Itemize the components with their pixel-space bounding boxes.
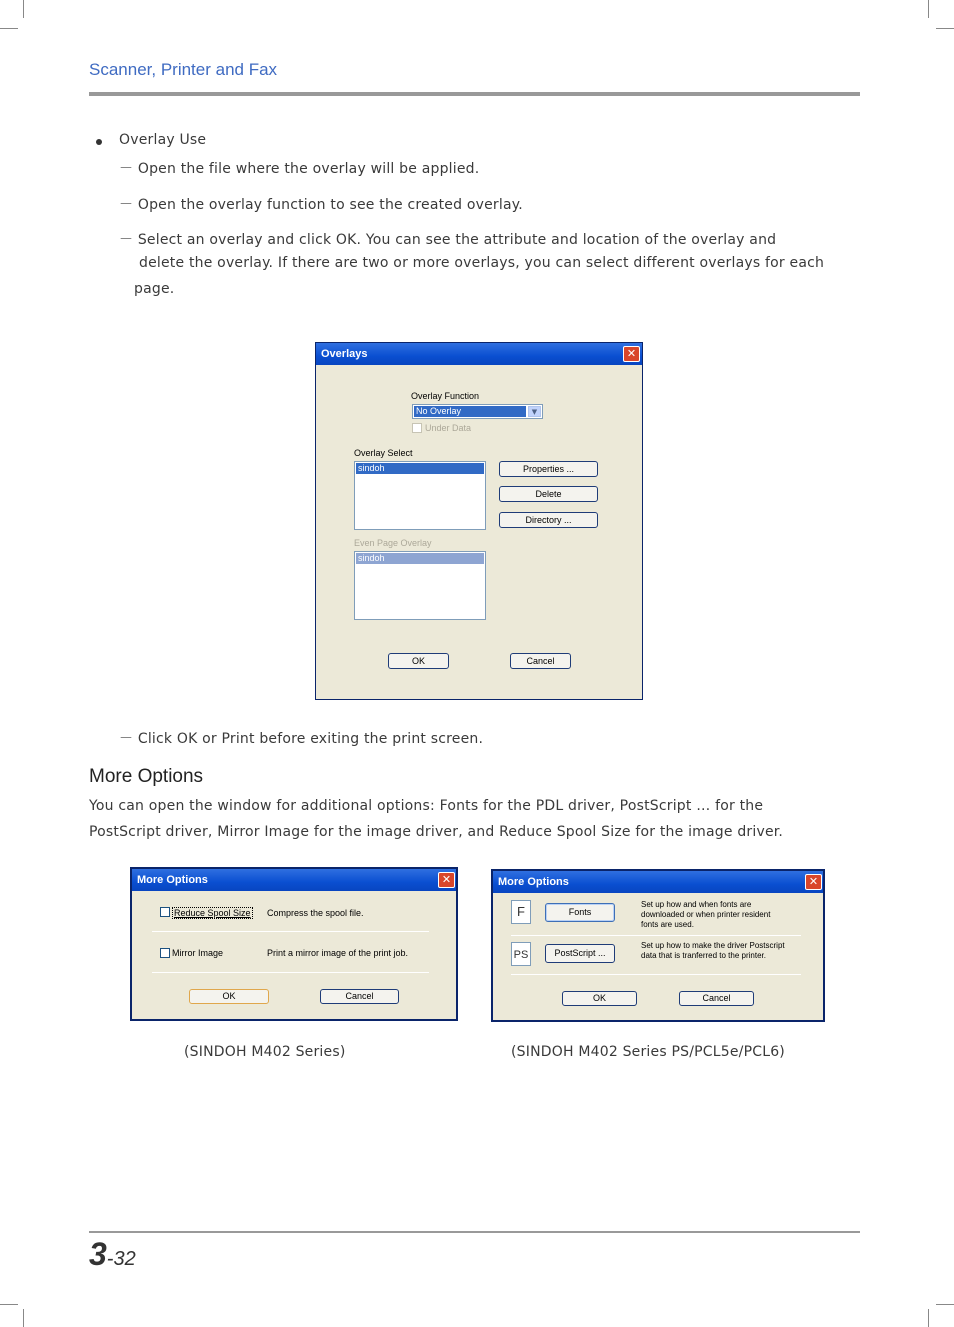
even-page-overlay-label: Even Page Overlay [354,538,432,548]
cancel-button[interactable]: Cancel [679,991,754,1006]
overlay-function-select[interactable] [412,404,543,419]
step-select-overlay: － Select an overlay and click OK. You can see the attribute and location of the overlay and [119,232,777,248]
step-click-ok: － Click OK or Print before exiting the print screen. [119,731,484,747]
under-data-label: Under Data [425,423,472,433]
close-icon[interactable]: ✕ [805,874,822,890]
footer-rule [89,1231,860,1233]
overlays-dialog-title: Overlays [316,343,642,365]
fonts-description-line1: Set up how and when fonts are [641,900,752,909]
page-chapter: 3 [89,1236,107,1272]
ok-button[interactable]: OK [562,991,637,1006]
more-options-dialog-ps [491,869,825,1022]
more-options-dialog-image [130,867,458,1021]
more-options-dialog-title: More Options [132,869,456,891]
mirror-image-label[interactable]: Mirror Image [172,948,224,958]
bullet-overlay-use: Overlay Use [119,132,207,148]
step-open-file: － Open the file where the overlay will be applied. [119,161,480,177]
list-item[interactable]: sindoh [356,553,484,564]
postscript-button[interactable]: PostScript ... [545,944,615,963]
postscript-icon: PS [511,942,531,966]
list-item[interactable]: sindoh [356,463,484,474]
close-icon[interactable]: ✕ [438,872,455,888]
overlay-function-label: Overlay Function [411,391,480,401]
header-rule [89,92,860,96]
crop-mark [936,1304,954,1305]
mirror-image-description: Print a mirror image of the print job. [267,948,409,958]
cancel-button[interactable]: Cancel [510,653,571,669]
reduce-spool-size-checkbox[interactable] [160,907,170,917]
caption-dialog-2: (SINDOH M402 Series PS/PCL5e/PCL6) [511,1044,785,1060]
caption-dialog-1: (SINDOH M402 Series) [184,1044,346,1060]
bullet-dot [96,139,102,145]
more-options-paragraph-line1: You can open the window for additional options: Fonts for the PDL driver, PostScript … for the [89,798,764,814]
delete-button[interactable]: Delete [499,486,598,502]
section-heading-more-options: More Options [89,766,204,787]
postscript-description-line2: data that is tranferred to the printer. [641,951,766,960]
fonts-description-line2: downloaded or when printer resident [641,910,771,919]
properties-button[interactable]: Properties ... [499,461,598,477]
mirror-image-checkbox[interactable] [160,948,170,958]
overlay-function-value: No Overlay [414,406,526,417]
ok-button[interactable]: OK [388,653,449,669]
crop-mark [0,28,18,29]
more-options-dialog-title: More Options [493,871,823,893]
cancel-button[interactable]: Cancel [320,989,399,1004]
page-number [89,1236,136,1273]
divider [152,931,429,932]
ok-button[interactable]: OK [189,989,269,1004]
step-select-overlay-cont2: page. [134,281,175,297]
more-options-paragraph-line2: PostScript driver, Mirror Image for the image driver, and Reduce Spool Size for the image driver. [89,824,784,840]
postscript-description-line1: Set up how to make the driver Postscript [641,941,785,950]
reduce-spool-size-description: Compress the spool file. [267,908,364,918]
step-select-overlay-cont: delete the overlay. If there are two or more overlays, you can select different overlays for each [139,255,825,271]
chevron-down-icon[interactable]: ▼ [528,406,541,417]
divider [152,972,429,973]
reduce-spool-size-label[interactable]: Reduce Spool Size [174,908,251,918]
divider [511,935,801,936]
under-data-checkbox[interactable] [412,423,422,433]
overlay-select-label: Overlay Select [354,448,413,458]
crop-mark [23,1309,24,1327]
crop-mark [928,0,929,18]
crop-mark [936,28,954,29]
step-open-overlay-function: － Open the overlay function to see the created overlay. [119,197,523,213]
crop-mark [928,1309,929,1327]
divider [511,974,801,975]
page-header-title: Scanner, Printer and Fax [89,60,278,79]
directory-button[interactable]: Directory ... [499,512,598,528]
fonts-description-line3: fonts are used. [641,920,694,929]
close-icon[interactable]: ✕ [623,346,640,362]
page-index: -32 [106,1248,136,1270]
overlays-dialog [315,342,643,700]
overlay-select-list[interactable] [354,461,486,530]
even-page-overlay-list[interactable] [354,551,486,620]
fonts-icon: F [511,900,531,924]
crop-mark [23,0,24,18]
crop-mark [0,1304,18,1305]
fonts-button[interactable]: Fonts [545,903,615,922]
